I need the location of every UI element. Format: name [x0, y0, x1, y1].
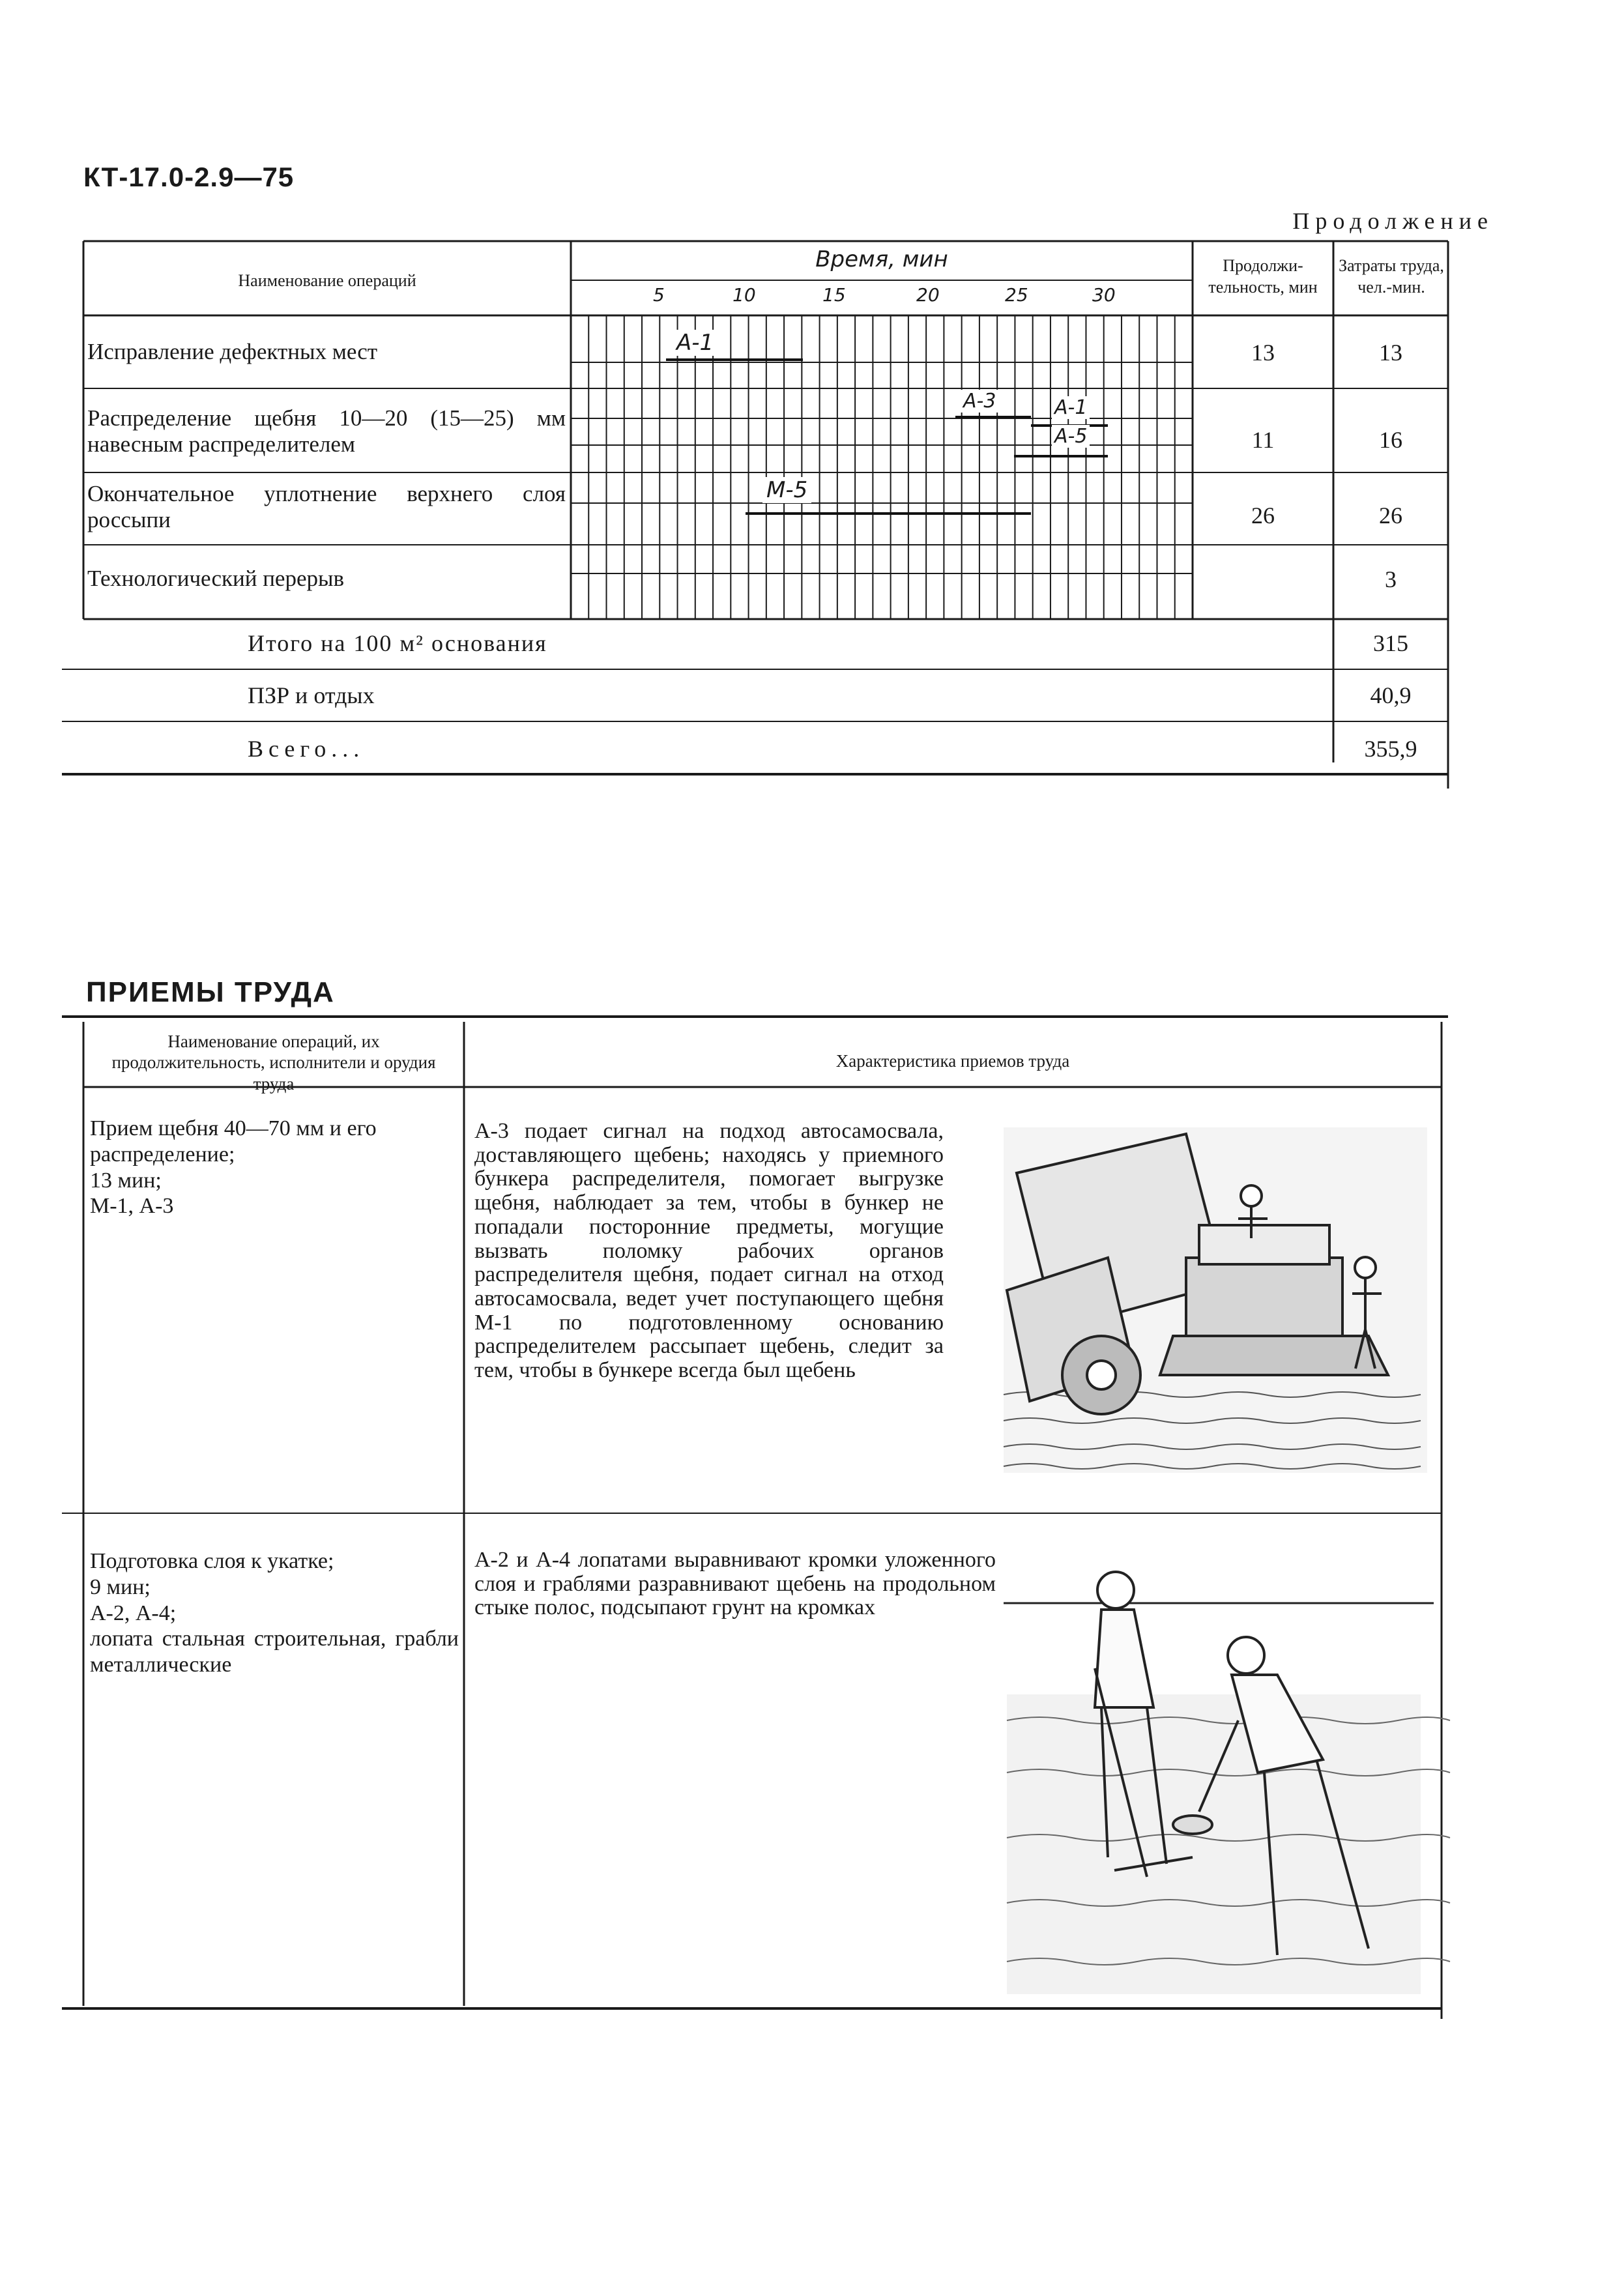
- time-tick: 20: [916, 284, 940, 306]
- method-description: А-2 и А-4 лопатами выравнивают кромки уложенного слоя и граблями разравнивают щебень на продольном стыке полос, подсыпают грунт на кромках: [474, 1548, 996, 1620]
- col-time-header: Время, мин: [815, 246, 948, 272]
- time-tick: 30: [1092, 284, 1116, 306]
- col-left-header: Наименование операций, их продолжительность, исполнители и орудия труда: [111, 1032, 436, 1094]
- duration-value: 11: [1251, 427, 1275, 453]
- labor-value: 16: [1379, 427, 1402, 453]
- grand-total-label: Всего...: [248, 736, 365, 762]
- prep-rest-label: ПЗР и отдых: [248, 682, 375, 708]
- grand-total-value: 355,9: [1364, 736, 1417, 762]
- method-description: А-3 подает сигнал на подход автосамосвала, доставляющего щебень; находясь у приемного бункера распределителя, помогает выгрузке щебня, наблюдает за тем, чтобы в бункер не попадали посторонние предметы, могущие вызвать поломку рабочих органов распределителя щебня, подает сигнал на отход автосамосвала, ведет учет поступающего щебня М-1 по подготовленному основанию распределителем рассыпает щебень, следит за тем, чтобы в бункере всегда был щебень: [474, 1119, 944, 1383]
- operation-tools: лопата стальная строительная, грабли металлические: [90, 1627, 459, 1677]
- continuation-label: Продолжение: [1292, 208, 1494, 234]
- col-operation-header: Наименование операций: [238, 271, 416, 290]
- gantt-label: А-1: [1052, 396, 1090, 419]
- operation-duration: 13 мин;: [90, 1168, 162, 1193]
- total-label: Итого на 100 м² основания: [248, 630, 547, 656]
- operation-name: Исправление дефектных мест: [87, 339, 378, 364]
- document-code: КТ-17.0-2.9—75: [83, 162, 295, 192]
- operation-name: Подготовка слоя к укатке;: [90, 1549, 334, 1573]
- gantt-label: А-5: [1052, 425, 1090, 448]
- col-right-header: Характеристика приемов труда: [835, 1051, 1070, 1071]
- labor-value: 26: [1379, 502, 1402, 529]
- time-tick: 5: [653, 284, 665, 306]
- duration-value: 26: [1251, 502, 1275, 529]
- operation-name: Окончательное уплотнение верхнего слоя россыпи: [87, 481, 566, 533]
- time-tick: 10: [732, 284, 756, 306]
- prep-rest-value: 40,9: [1370, 682, 1412, 708]
- time-tick: 25: [1005, 284, 1028, 306]
- time-tick: 15: [822, 284, 846, 306]
- section-title: ПРИЕМЫ ТРУДА: [86, 976, 335, 1008]
- duration-value: 13: [1251, 340, 1275, 366]
- gantt-label: А-1: [674, 330, 716, 356]
- col-duration-header: Продолжи-тельность, мин: [1208, 256, 1318, 297]
- labor-value: 3: [1385, 566, 1397, 592]
- total-value: 315: [1373, 630, 1408, 656]
- operation-duration: 9 мин;: [90, 1574, 151, 1599]
- gantt-label: М-5: [762, 477, 811, 503]
- operation-workers: А-2, А-4;: [90, 1601, 177, 1625]
- operation-name: Распределение щебня 10—20 (15—25) мм навесным распределителем: [87, 405, 566, 457]
- gantt-label: А-3: [961, 390, 998, 413]
- labor-value: 13: [1379, 340, 1402, 366]
- col-labor-header: Затраты труда, чел.-мин.: [1339, 256, 1444, 297]
- operation-name: Прием щебня 40—70 мм и его распределение;: [90, 1116, 377, 1167]
- operation-workers: М-1, А-3: [90, 1194, 174, 1219]
- operation-name: Технологический перерыв: [87, 566, 345, 591]
